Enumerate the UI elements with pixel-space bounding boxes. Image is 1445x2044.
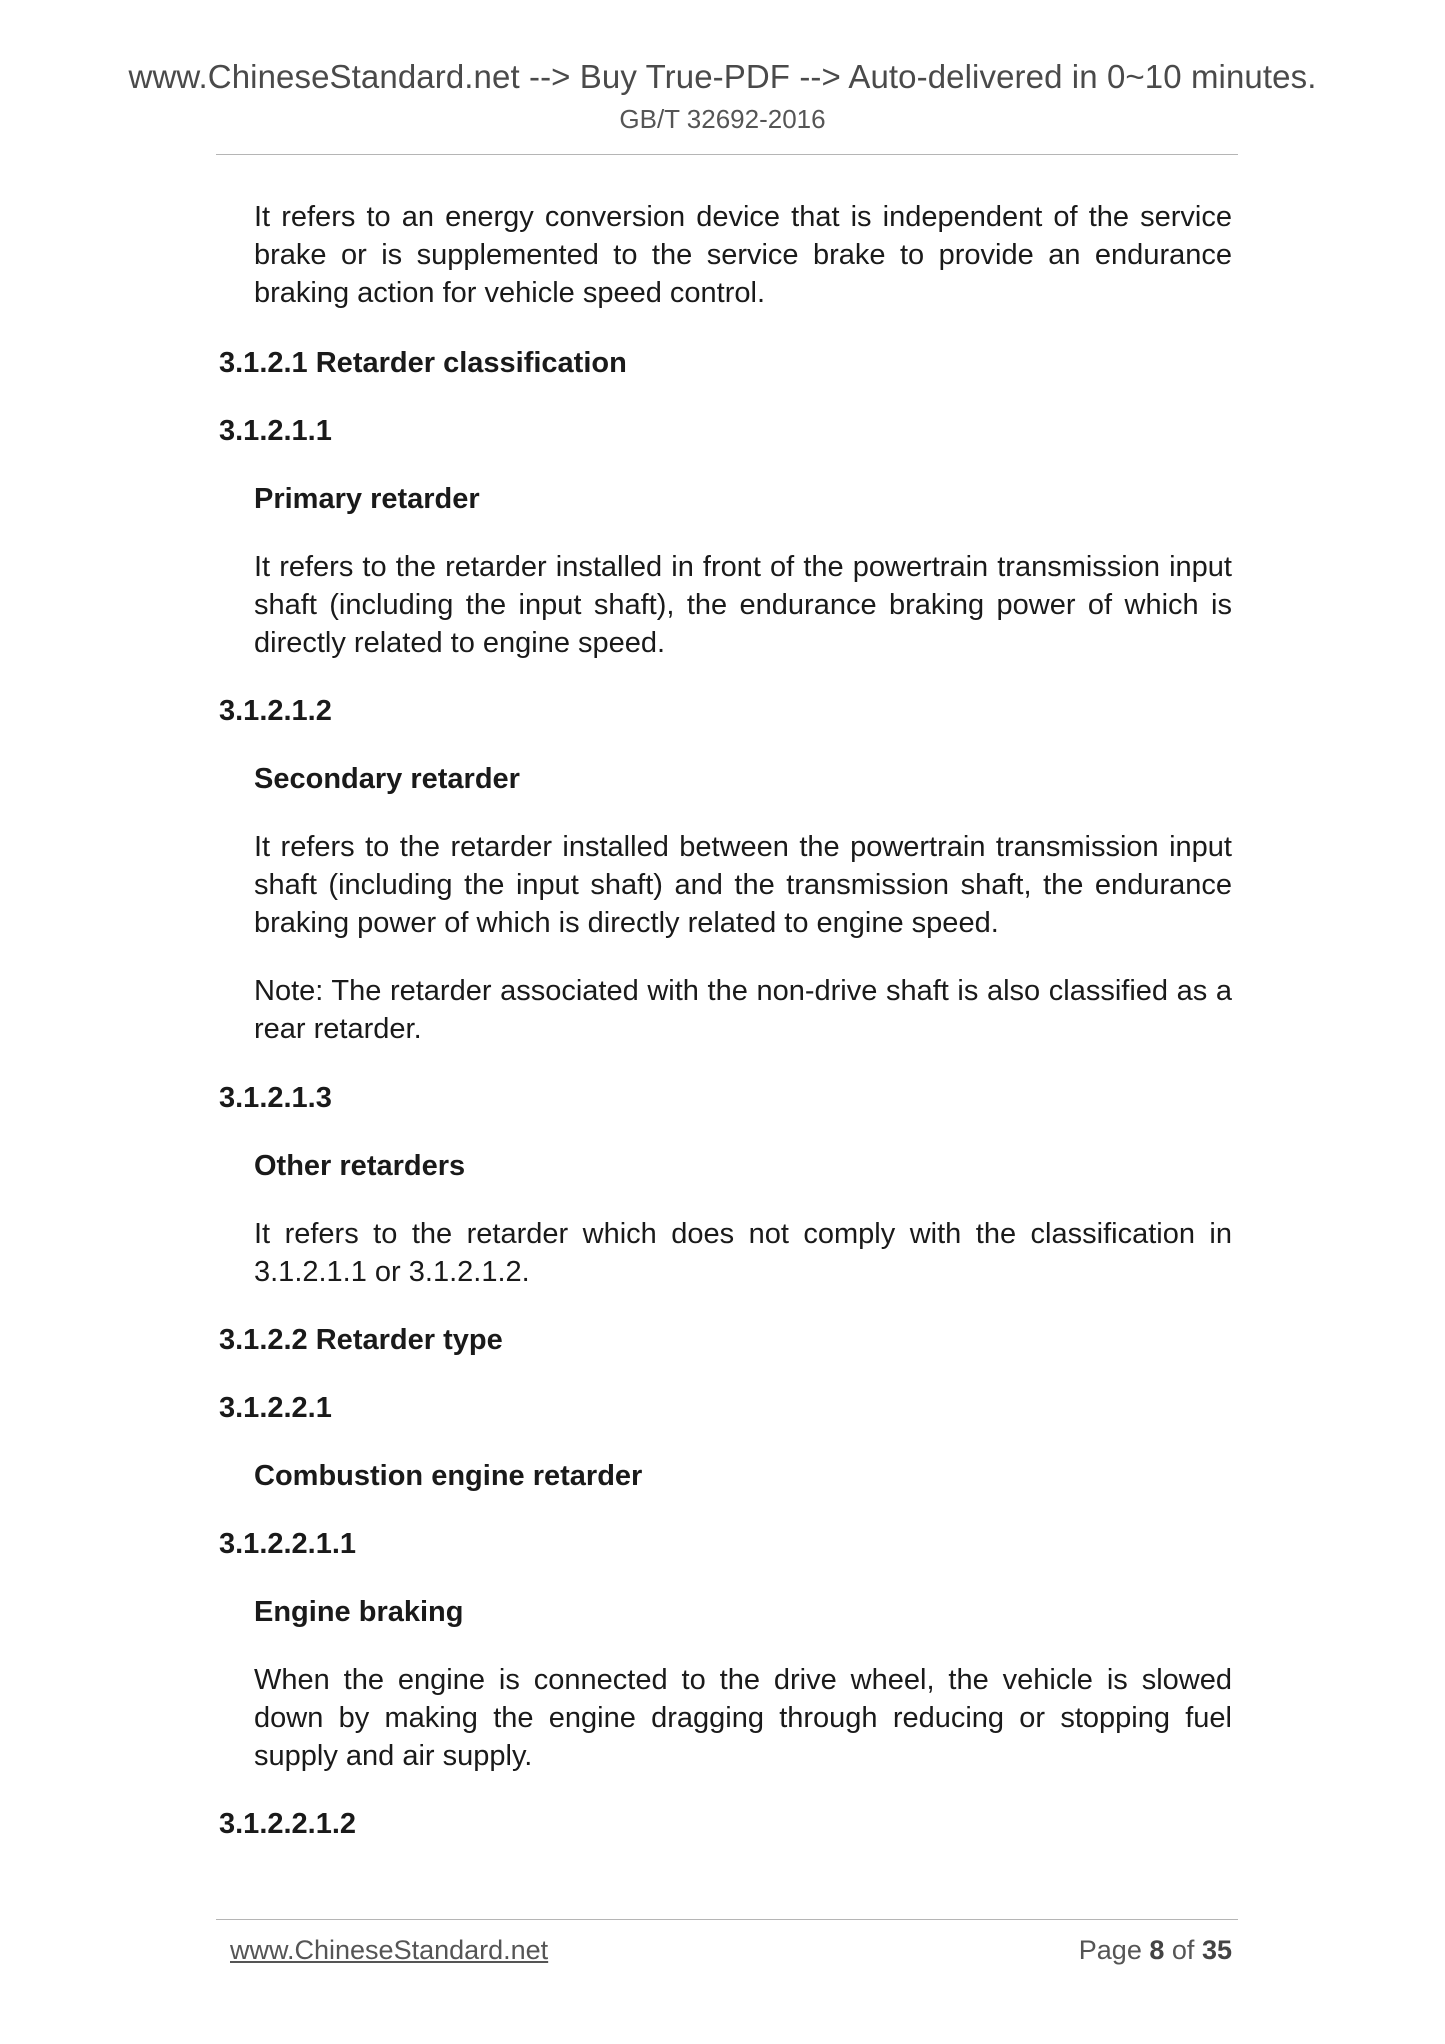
definition-other-retarders: It refers to the retarder which does not comply with the classification in 3.1.2.1.1 or 3.1.2.1.2. bbox=[254, 1218, 1232, 1288]
definition-engine-braking: When the engine is connected to the drive wheel, the vehicle is slowed down by making the engine dragging through reducing or stopping fuel supply and air supply. bbox=[254, 1664, 1232, 1772]
clause-number-3-1-2-2-1-2: 3.1.2.2.1.2 bbox=[219, 1808, 357, 1840]
header-divider bbox=[216, 154, 1238, 155]
top-banner: www.ChineseStandard.net --> Buy True-PDF --> Auto-delivered in 0~10 minutes. bbox=[128, 58, 1317, 95]
clause-number-3-1-2-1-2: 3.1.2.1.2 bbox=[219, 695, 332, 727]
intro-paragraph: It refers to an energy conversion device that is independent of the service brake or is supplemented to the service brake to provide an endurance braking action for vehicle speed control. bbox=[254, 201, 1232, 309]
term-other-retarders: Other retarders bbox=[254, 1150, 466, 1182]
standard-number: GB/T 32692-2016 bbox=[619, 104, 826, 134]
term-secondary-retarder: Secondary retarder bbox=[254, 763, 520, 795]
page-current: 8 bbox=[1149, 1935, 1165, 1965]
term-primary-retarder: Primary retarder bbox=[254, 483, 480, 515]
heading-3-1-2-2: 3.1.2.2 Retarder type bbox=[219, 1324, 503, 1356]
page-total: 35 bbox=[1201, 1935, 1232, 1965]
page-of: of bbox=[1171, 1935, 1195, 1965]
term-engine-braking: Engine braking bbox=[254, 1596, 464, 1628]
definition-primary-retarder: It refers to the retarder installed in front of the powertrain transmission input shaft (including the input shaft), the endurance braking power of which is directly related to engine speed. bbox=[254, 551, 1232, 659]
clause-number-3-1-2-1-3: 3.1.2.1.3 bbox=[219, 1082, 332, 1114]
term-combustion-engine-retarder: Combustion engine retarder bbox=[254, 1460, 643, 1492]
clause-number-3-1-2-2-1: 3.1.2.2.1 bbox=[219, 1392, 332, 1424]
clause-number-3-1-2-1-1: 3.1.2.1.1 bbox=[219, 415, 332, 447]
footer-website-link[interactable]: www.ChineseStandard.net bbox=[230, 1935, 549, 1965]
footer-divider bbox=[216, 1919, 1238, 1920]
page-prefix: Page bbox=[1078, 1935, 1142, 1965]
note-secondary-retarder: Note: The retarder associated with the non-drive shaft is also classified as a rear retarder. bbox=[254, 975, 1232, 1045]
clause-number-3-1-2-2-1-1: 3.1.2.2.1.1 bbox=[219, 1528, 357, 1560]
heading-3-1-2-1: 3.1.2.1 Retarder classification bbox=[219, 347, 627, 379]
page-indicator bbox=[1079, 1935, 1232, 1966]
definition-secondary-retarder: It refers to the retarder installed between the powertrain transmission input shaft (including the input shaft) and the transmission shaft, the endurance braking power of which is directly related to engine speed. bbox=[254, 831, 1232, 939]
